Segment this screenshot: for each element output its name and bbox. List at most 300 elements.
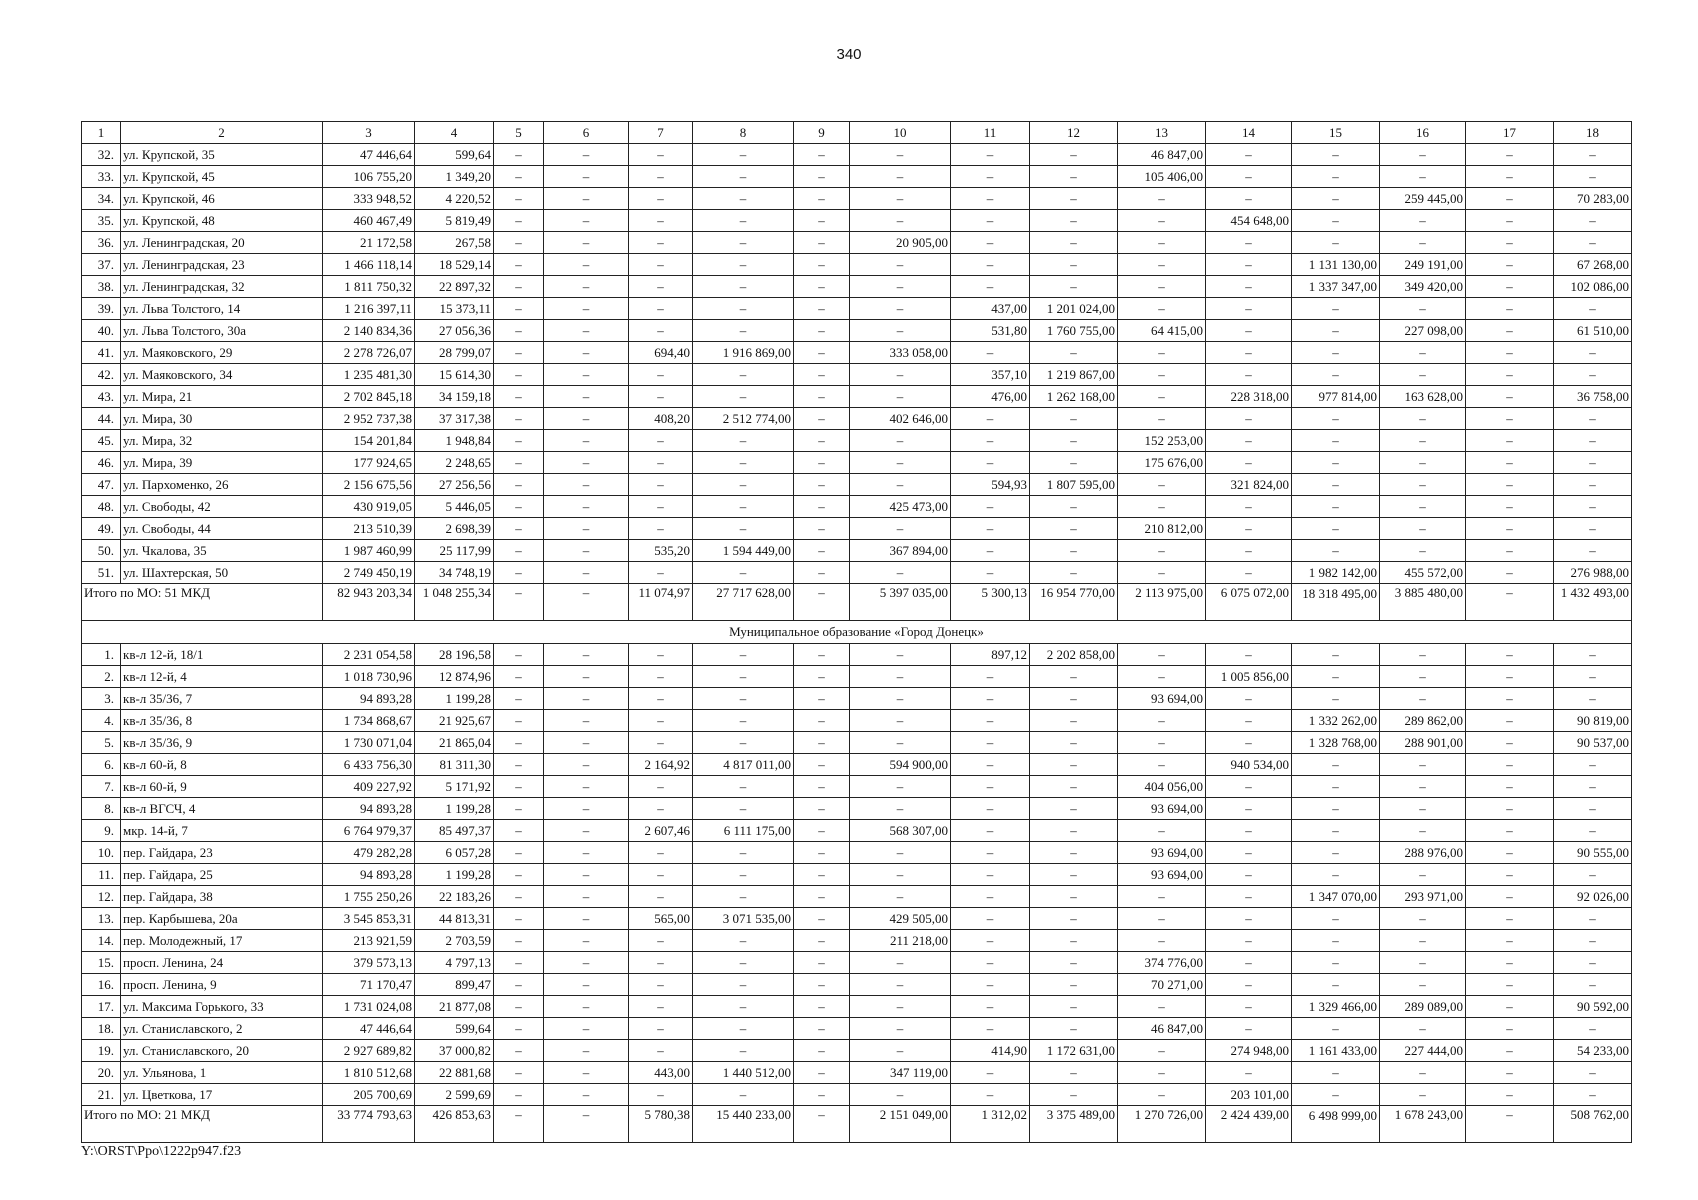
table-row	[82, 540, 1632, 562]
value-cell: –	[1466, 210, 1554, 232]
value-cell: –	[544, 776, 629, 798]
address-cell: ул. Маяковского, 29	[121, 342, 323, 364]
value-cell: –	[629, 386, 693, 408]
value-cell: 18 529,14	[415, 254, 494, 276]
value-cell: –	[1554, 930, 1632, 952]
address-cell: ул. Крупской, 46	[121, 188, 323, 210]
total-value-cell: 16 954 770,00	[1030, 584, 1118, 621]
value-cell: –	[629, 188, 693, 210]
value-cell: –	[1380, 232, 1466, 254]
value-cell: –	[1030, 974, 1118, 996]
value-cell: –	[951, 518, 1030, 540]
total-value-cell: 2 151 049,00	[850, 1106, 951, 1143]
value-cell: –	[629, 666, 693, 688]
value-cell: –	[850, 166, 951, 188]
value-cell: 227 098,00	[1380, 320, 1466, 342]
table-row	[82, 996, 1632, 1018]
value-cell: –	[951, 776, 1030, 798]
table-row	[82, 974, 1632, 996]
value-cell: –	[850, 518, 951, 540]
value-cell: –	[629, 798, 693, 820]
value-cell: –	[850, 952, 951, 974]
value-cell: –	[544, 996, 629, 1018]
value-cell: –	[1466, 974, 1554, 996]
value-cell: –	[794, 298, 850, 320]
value-cell: –	[1466, 864, 1554, 886]
value-cell: –	[1380, 452, 1466, 474]
value-cell: 367 894,00	[850, 540, 951, 562]
address-cell: кв-л 12-й, 4	[121, 666, 323, 688]
value-cell: –	[693, 930, 794, 952]
total-value-cell: 426 853,63	[415, 1106, 494, 1143]
value-cell: 408,20	[629, 408, 693, 430]
total-value-cell: 5 300,13	[951, 584, 1030, 621]
value-cell: –	[951, 210, 1030, 232]
value-cell: –	[1030, 732, 1118, 754]
value-cell: –	[494, 886, 544, 908]
total-value-cell: 5 780,38	[629, 1106, 693, 1143]
row-number-cell: 11.	[82, 864, 121, 886]
value-cell: –	[794, 386, 850, 408]
value-cell: –	[693, 974, 794, 996]
value-cell: –	[629, 166, 693, 188]
value-cell: 102 086,00	[1554, 276, 1632, 298]
value-cell: –	[1554, 754, 1632, 776]
value-cell: –	[1206, 320, 1292, 342]
value-cell: –	[1118, 930, 1206, 952]
value-cell: –	[794, 540, 850, 562]
value-cell: –	[629, 930, 693, 952]
value-cell: –	[544, 210, 629, 232]
value-cell: 1 172 631,00	[1030, 1040, 1118, 1062]
value-cell: –	[1554, 144, 1632, 166]
value-cell: –	[951, 820, 1030, 842]
value-cell: –	[1292, 1084, 1380, 1106]
value-cell: –	[1206, 254, 1292, 276]
table-row	[82, 518, 1632, 540]
value-cell: 6 057,28	[415, 842, 494, 864]
value-cell: –	[850, 320, 951, 342]
value-cell: –	[1554, 776, 1632, 798]
value-cell: –	[544, 188, 629, 210]
value-cell: –	[494, 298, 544, 320]
value-cell: 289 862,00	[1380, 710, 1466, 732]
value-cell: –	[794, 974, 850, 996]
value-cell: –	[1206, 864, 1292, 886]
value-cell: –	[1466, 952, 1554, 974]
value-cell: 105 406,00	[1118, 166, 1206, 188]
value-cell: –	[494, 320, 544, 342]
table-row	[82, 232, 1632, 254]
value-cell: –	[1292, 474, 1380, 496]
value-cell: 2 703,59	[415, 930, 494, 952]
value-cell: 1 948,84	[415, 430, 494, 452]
value-cell: 154 201,84	[323, 430, 415, 452]
value-cell: –	[1554, 974, 1632, 996]
value-cell: 6 111 175,00	[693, 820, 794, 842]
address-cell: ул. Крупской, 45	[121, 166, 323, 188]
value-cell: –	[544, 452, 629, 474]
value-cell: 454 648,00	[1206, 210, 1292, 232]
value-cell: –	[951, 276, 1030, 298]
value-cell: 333 058,00	[850, 342, 951, 364]
value-cell: –	[1554, 232, 1632, 254]
value-cell: –	[544, 298, 629, 320]
value-cell: –	[629, 688, 693, 710]
value-cell: –	[1292, 798, 1380, 820]
value-cell: –	[951, 886, 1030, 908]
value-cell: –	[794, 166, 850, 188]
value-cell: –	[693, 886, 794, 908]
value-cell: –	[629, 276, 693, 298]
address-cell: просп. Ленина, 9	[121, 974, 323, 996]
value-cell: –	[1466, 386, 1554, 408]
value-cell: –	[544, 386, 629, 408]
total-value-cell: 11 074,97	[629, 584, 693, 621]
value-cell: –	[1292, 144, 1380, 166]
value-cell: 1 811 750,32	[323, 276, 415, 298]
value-cell: –	[693, 166, 794, 188]
value-cell: 5 819,49	[415, 210, 494, 232]
value-cell: –	[1118, 386, 1206, 408]
value-cell: –	[794, 210, 850, 232]
row-number-cell: 14.	[82, 930, 121, 952]
value-cell: 67 268,00	[1554, 254, 1632, 276]
value-cell: –	[850, 386, 951, 408]
value-cell: –	[494, 732, 544, 754]
value-cell: –	[544, 342, 629, 364]
value-cell: –	[1292, 842, 1380, 864]
total-label: Итого по МО: 51 МКД	[82, 584, 323, 621]
value-cell: –	[794, 886, 850, 908]
table-row	[82, 254, 1632, 276]
value-cell: –	[693, 644, 794, 666]
address-cell: ул. Максима Горького, 33	[121, 996, 323, 1018]
table-row	[82, 776, 1632, 798]
table-row	[82, 386, 1632, 408]
value-cell: –	[794, 1084, 850, 1106]
value-cell: –	[1118, 342, 1206, 364]
value-cell: –	[850, 644, 951, 666]
value-cell: –	[494, 820, 544, 842]
value-cell: –	[794, 518, 850, 540]
value-cell: –	[1206, 364, 1292, 386]
value-cell: –	[850, 974, 951, 996]
value-cell: 3 071 535,00	[693, 908, 794, 930]
value-cell: –	[1030, 820, 1118, 842]
value-cell: –	[494, 1084, 544, 1106]
value-cell: –	[629, 1018, 693, 1040]
value-cell: –	[951, 254, 1030, 276]
value-cell: 430 919,05	[323, 496, 415, 518]
value-cell: –	[1206, 144, 1292, 166]
value-cell: 27 256,56	[415, 474, 494, 496]
value-cell: –	[1206, 688, 1292, 710]
value-cell: –	[1380, 952, 1466, 974]
value-cell: 259 445,00	[1380, 188, 1466, 210]
value-cell: –	[1466, 1018, 1554, 1040]
address-cell: ул. Свободы, 42	[121, 496, 323, 518]
value-cell: 2 952 737,38	[323, 408, 415, 430]
address-cell: ул. Ленинградская, 20	[121, 232, 323, 254]
total-value-cell: –	[794, 584, 850, 621]
value-cell: 210 812,00	[1118, 518, 1206, 540]
value-cell: 92 026,00	[1554, 886, 1632, 908]
value-cell: –	[494, 930, 544, 952]
value-cell: –	[494, 798, 544, 820]
value-cell: –	[1030, 342, 1118, 364]
value-cell: 1 328 768,00	[1292, 732, 1380, 754]
value-cell: –	[1292, 166, 1380, 188]
value-cell: –	[1466, 144, 1554, 166]
value-cell: –	[1554, 644, 1632, 666]
value-cell: –	[1466, 540, 1554, 562]
value-cell: –	[1380, 408, 1466, 430]
address-cell: ул. Цветкова, 17	[121, 1084, 323, 1106]
value-cell: 1 131 130,00	[1292, 254, 1380, 276]
value-cell: 1 466 118,14	[323, 254, 415, 276]
value-cell: –	[1380, 754, 1466, 776]
address-cell: ул. Свободы, 44	[121, 518, 323, 540]
value-cell: –	[494, 666, 544, 688]
value-cell: –	[1206, 798, 1292, 820]
value-cell: –	[850, 732, 951, 754]
value-cell: 1 199,28	[415, 688, 494, 710]
total-value-cell: –	[1466, 584, 1554, 621]
value-cell: –	[1206, 820, 1292, 842]
value-cell: –	[494, 276, 544, 298]
header-row	[82, 122, 1632, 144]
value-cell: –	[1292, 210, 1380, 232]
value-cell: –	[1118, 254, 1206, 276]
value-cell: 531,80	[951, 320, 1030, 342]
value-cell: 599,64	[415, 144, 494, 166]
table-row	[82, 842, 1632, 864]
value-cell: –	[1206, 166, 1292, 188]
address-cell: ул. Льва Толстого, 30а	[121, 320, 323, 342]
table-row	[82, 754, 1632, 776]
value-cell: –	[494, 518, 544, 540]
address-cell: ул. Чкалова, 35	[121, 540, 323, 562]
value-cell: –	[1554, 474, 1632, 496]
value-cell: –	[850, 430, 951, 452]
value-cell: –	[1206, 540, 1292, 562]
value-cell: –	[1206, 732, 1292, 754]
row-number-cell: 49.	[82, 518, 121, 540]
row-number-cell: 21.	[82, 1084, 121, 1106]
value-cell: –	[1292, 452, 1380, 474]
header-cell: 17	[1466, 122, 1554, 144]
value-cell: –	[693, 496, 794, 518]
value-cell: –	[1292, 644, 1380, 666]
value-cell: 46 847,00	[1118, 144, 1206, 166]
value-cell: –	[1206, 232, 1292, 254]
value-cell: –	[951, 842, 1030, 864]
value-cell: –	[850, 364, 951, 386]
value-cell: –	[693, 232, 794, 254]
value-cell: –	[693, 1084, 794, 1106]
value-cell: –	[1466, 166, 1554, 188]
value-cell: –	[794, 430, 850, 452]
value-cell: –	[693, 430, 794, 452]
value-cell: –	[850, 688, 951, 710]
value-cell: 93 694,00	[1118, 864, 1206, 886]
value-cell: –	[544, 908, 629, 930]
value-cell: –	[1554, 408, 1632, 430]
value-cell: –	[693, 1040, 794, 1062]
table-row	[82, 166, 1632, 188]
value-cell: –	[544, 364, 629, 386]
value-cell: –	[494, 364, 544, 386]
row-number-cell: 3.	[82, 688, 121, 710]
row-number-cell: 6.	[82, 754, 121, 776]
value-cell: –	[1030, 996, 1118, 1018]
value-cell: –	[629, 974, 693, 996]
row-number-cell: 50.	[82, 540, 121, 562]
value-cell: 479 282,28	[323, 842, 415, 864]
value-cell: –	[629, 1084, 693, 1106]
value-cell: 6 433 756,30	[323, 754, 415, 776]
value-cell: –	[1380, 342, 1466, 364]
value-cell: –	[1206, 518, 1292, 540]
header-cell: 8	[693, 122, 794, 144]
value-cell: –	[693, 952, 794, 974]
row-number-cell: 2.	[82, 666, 121, 688]
value-cell: –	[1030, 166, 1118, 188]
total-value-cell: 3 375 489,00	[1030, 1106, 1118, 1143]
value-cell: 213 921,59	[323, 930, 415, 952]
address-cell: кв-л 35/36, 8	[121, 710, 323, 732]
total-value-cell: 2 424 439,00	[1206, 1106, 1292, 1143]
header-cell: 12	[1030, 122, 1118, 144]
value-cell: –	[1554, 864, 1632, 886]
value-cell: –	[1466, 364, 1554, 386]
value-cell: –	[1030, 1084, 1118, 1106]
value-cell: –	[1030, 452, 1118, 474]
table-row	[82, 688, 1632, 710]
value-cell: –	[544, 1084, 629, 1106]
value-cell: –	[1466, 798, 1554, 820]
value-cell: 22 897,32	[415, 276, 494, 298]
value-cell: –	[1292, 754, 1380, 776]
value-cell: –	[1554, 688, 1632, 710]
table-row	[82, 710, 1632, 732]
value-cell: –	[1380, 776, 1466, 798]
value-cell: –	[794, 1018, 850, 1040]
value-cell: –	[1466, 276, 1554, 298]
value-cell: 535,20	[629, 540, 693, 562]
value-cell: 1 262 168,00	[1030, 386, 1118, 408]
value-cell: –	[1030, 254, 1118, 276]
value-cell: –	[850, 1084, 951, 1106]
value-cell: 374 776,00	[1118, 952, 1206, 974]
value-cell: –	[1380, 644, 1466, 666]
value-cell: 175 676,00	[1118, 452, 1206, 474]
table-body-group-1	[82, 144, 1632, 621]
address-cell: кв-л 35/36, 7	[121, 688, 323, 710]
total-value-cell: 1 312,02	[951, 1106, 1030, 1143]
value-cell: –	[693, 518, 794, 540]
value-cell: –	[1466, 996, 1554, 1018]
value-cell: –	[693, 562, 794, 584]
table-row	[82, 952, 1632, 974]
value-cell: –	[1118, 188, 1206, 210]
value-cell: –	[1380, 518, 1466, 540]
value-cell: 289 089,00	[1380, 996, 1466, 1018]
value-cell: 321 824,00	[1206, 474, 1292, 496]
value-cell: –	[693, 276, 794, 298]
address-cell: кв-л 12-й, 18/1	[121, 644, 323, 666]
value-cell: –	[1206, 430, 1292, 452]
value-cell: 21 172,58	[323, 232, 415, 254]
table-row	[82, 820, 1632, 842]
value-cell: –	[1466, 754, 1554, 776]
value-cell: 4 817 011,00	[693, 754, 794, 776]
value-cell: –	[951, 688, 1030, 710]
total-value-cell: 1 270 726,00	[1118, 1106, 1206, 1143]
value-cell: –	[1030, 688, 1118, 710]
value-cell: 1 337 347,00	[1292, 276, 1380, 298]
header-cell: 5	[494, 122, 544, 144]
value-cell: –	[1554, 952, 1632, 974]
value-cell: 25 117,99	[415, 540, 494, 562]
value-cell: –	[1380, 166, 1466, 188]
value-cell: –	[494, 842, 544, 864]
value-cell: –	[1118, 540, 1206, 562]
value-cell: –	[1030, 430, 1118, 452]
value-cell: –	[1118, 710, 1206, 732]
value-cell: –	[693, 386, 794, 408]
value-cell: –	[1554, 540, 1632, 562]
value-cell: 1 810 512,68	[323, 1062, 415, 1084]
value-cell: 1 916 869,00	[693, 342, 794, 364]
value-cell: 2 278 726,07	[323, 342, 415, 364]
value-cell: 20 905,00	[850, 232, 951, 254]
value-cell: –	[629, 518, 693, 540]
value-cell: –	[1380, 298, 1466, 320]
total-value-cell: 1 048 255,34	[415, 584, 494, 621]
value-cell: –	[1466, 254, 1554, 276]
value-cell: –	[1206, 908, 1292, 930]
value-cell: 594 900,00	[850, 754, 951, 776]
value-cell: –	[850, 842, 951, 864]
value-cell: –	[1292, 776, 1380, 798]
value-cell: –	[794, 364, 850, 386]
value-cell: –	[1466, 430, 1554, 452]
value-cell: –	[1030, 754, 1118, 776]
value-cell: –	[1292, 232, 1380, 254]
row-number-cell: 42.	[82, 364, 121, 386]
value-cell: –	[1292, 820, 1380, 842]
value-cell: –	[951, 710, 1030, 732]
value-cell: 276 988,00	[1554, 562, 1632, 584]
value-cell: 34 748,19	[415, 562, 494, 584]
value-cell: 2 702 845,18	[323, 386, 415, 408]
value-cell: –	[1292, 364, 1380, 386]
address-cell: ул. Ленинградская, 23	[121, 254, 323, 276]
value-cell: –	[494, 386, 544, 408]
value-cell: –	[951, 562, 1030, 584]
value-cell: 54 233,00	[1554, 1040, 1632, 1062]
value-cell: –	[1118, 644, 1206, 666]
address-cell: ул. Ленинградская, 32	[121, 276, 323, 298]
value-cell: –	[951, 798, 1030, 820]
table-row	[82, 210, 1632, 232]
footer-file-path: Y:\ORST\Ppo\1222p947.f23	[81, 1144, 242, 1159]
value-cell: 2 607,46	[629, 820, 693, 842]
value-cell: 2 156 675,56	[323, 474, 415, 496]
value-cell: –	[1466, 1062, 1554, 1084]
